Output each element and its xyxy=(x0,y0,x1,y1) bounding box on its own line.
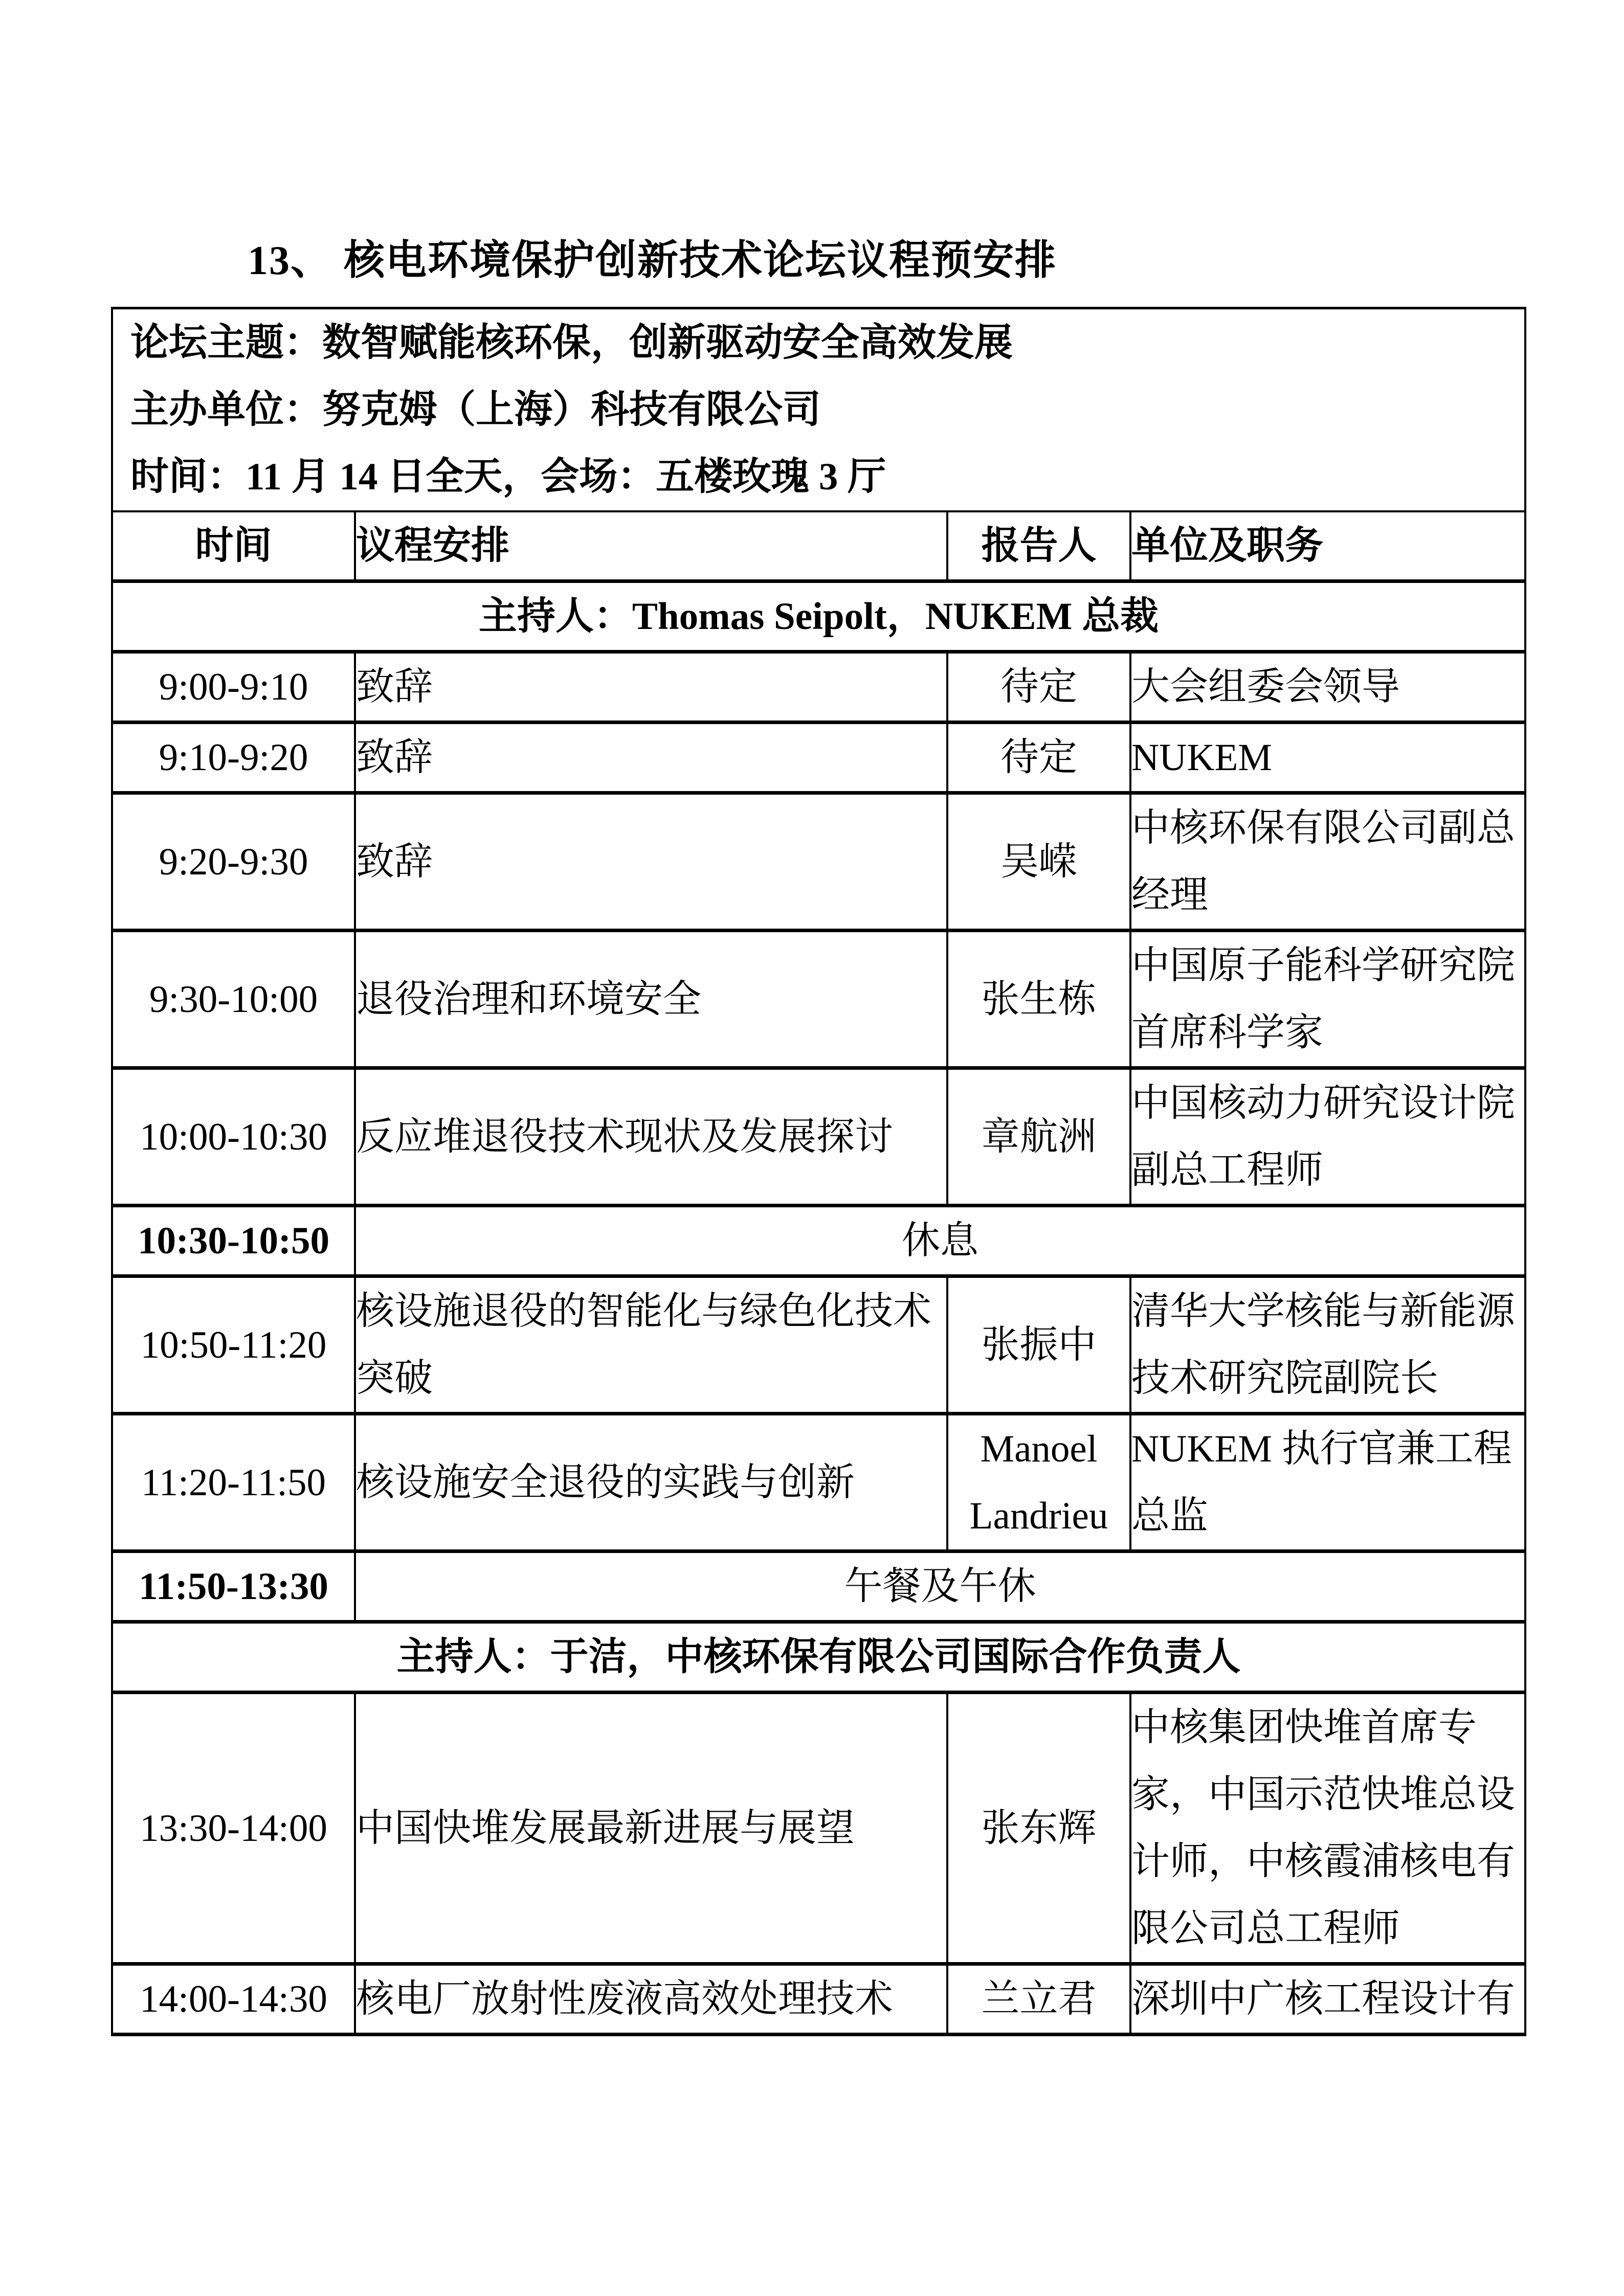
cell-org: NUKEM 执行官兼工程总监 xyxy=(1130,1414,1525,1551)
cell-time: 9:20-9:30 xyxy=(112,793,355,931)
cell-speaker: 章航洲 xyxy=(947,1068,1130,1206)
cell-topic: 致辞 xyxy=(355,723,947,793)
cell-topic: 退役治理和环境安全 xyxy=(355,931,947,1068)
cell-time: 11:20-11:50 xyxy=(112,1414,355,1551)
session-row xyxy=(112,793,1525,931)
cell-time: 13:30-14:00 xyxy=(112,1693,355,1964)
forum-info-line: 主办单位：努克姆（上海）科技有限公司 xyxy=(130,389,821,431)
cell-speaker: 待定 xyxy=(947,652,1130,723)
forum-info-line: 论坛主题：数智赋能核环保，创新驱动安全高效发展 xyxy=(130,322,1013,364)
cell-org: 深圳中广核工程设计有 xyxy=(1130,1964,1525,2035)
cell-speaker: 兰立君 xyxy=(947,1964,1130,2035)
cell-org: 大会组委会领导 xyxy=(1130,652,1525,723)
agenda-table xyxy=(111,307,1526,2036)
moderator-row xyxy=(112,581,1525,652)
session-row xyxy=(112,652,1525,723)
moderator-cell: 主持人：Thomas Seipolt，NUKEM 总裁 xyxy=(112,581,1525,652)
cell-topic: 致辞 xyxy=(355,793,947,931)
cell-speaker: 张振中 xyxy=(947,1276,1130,1414)
cell-topic: 核设施退役的智能化与绿色化技术突破 xyxy=(355,1276,947,1414)
session-row xyxy=(112,723,1525,793)
cell-speaker: 张生栋 xyxy=(947,931,1130,1068)
cell-topic: 核电厂放射性废液高效处理技术 xyxy=(355,1964,947,2035)
cell-time: 9:00-9:10 xyxy=(112,652,355,723)
cell-speaker: 吴嵘 xyxy=(947,793,1130,931)
cell-topic: 核设施安全退役的实践与创新 xyxy=(355,1414,947,1551)
cell-org: NUKEM xyxy=(1130,723,1525,793)
forum-info-row xyxy=(112,308,1525,512)
header-cell-speaker: 报告人 xyxy=(947,511,1130,581)
cell-time: 10:50-11:20 xyxy=(112,1276,355,1414)
cell-time: 10:00-10:30 xyxy=(112,1068,355,1206)
cell-speaker: Manoel Landrieu xyxy=(947,1414,1130,1551)
cell-org: 中核集团快堆首席专家，中国示范快堆总设计师，中核霞浦核电有限公司总工程师 xyxy=(1130,1693,1525,1964)
break-row xyxy=(112,1551,1525,1622)
break-row xyxy=(112,1206,1525,1276)
column-header-row xyxy=(112,511,1525,581)
cell-topic: 中国快堆发展最新进展与展望 xyxy=(355,1693,947,1964)
header-cell-org: 单位及职务 xyxy=(1130,511,1525,581)
cell-org: 清华大学核能与新能源技术研究院副院长 xyxy=(1130,1276,1525,1414)
moderator-row xyxy=(112,1622,1525,1693)
session-row xyxy=(112,1276,1525,1414)
forum-info-cell xyxy=(112,308,1525,512)
session-row xyxy=(112,1693,1525,1964)
moderator-cell: 主持人：于洁，中核环保有限公司国际合作负责人 xyxy=(112,1622,1525,1693)
cell-topic: 反应堆退役技术现状及发展探讨 xyxy=(355,1068,947,1206)
cell-time: 14:00-14:30 xyxy=(112,1964,355,2035)
session-row xyxy=(112,931,1525,1068)
cell-org: 中核环保有限公司副总经理 xyxy=(1130,793,1525,931)
cell-time: 10:30-10:50 xyxy=(112,1206,355,1276)
cell-speaker: 待定 xyxy=(947,723,1130,793)
cell-time: 9:30-10:00 xyxy=(112,931,355,1068)
session-row xyxy=(112,1964,1525,2035)
break-label-cell: 休息 xyxy=(355,1206,1525,1276)
cell-topic: 致辞 xyxy=(355,652,947,723)
forum-info-line: 时间：11 月 14 日全天，会场：五楼玫瑰 3 厅 xyxy=(130,456,886,498)
cell-time: 11:50-13:30 xyxy=(112,1551,355,1622)
session-row xyxy=(112,1414,1525,1551)
cell-org: 中国核动力研究设计院副总工程师 xyxy=(1130,1068,1525,1206)
cell-time: 9:10-9:20 xyxy=(112,723,355,793)
cell-org: 中国原子能科学研究院首席科学家 xyxy=(1130,931,1525,1068)
header-cell-time: 时间 xyxy=(112,511,355,581)
cell-speaker: 张东辉 xyxy=(947,1693,1130,1964)
session-row xyxy=(112,1068,1525,1206)
page-title: 13、 核电环境保护创新技术论坛议程预安排 xyxy=(248,238,1057,283)
break-label-cell: 午餐及午休 xyxy=(355,1551,1525,1622)
header-cell-agenda: 议程安排 xyxy=(355,511,947,581)
